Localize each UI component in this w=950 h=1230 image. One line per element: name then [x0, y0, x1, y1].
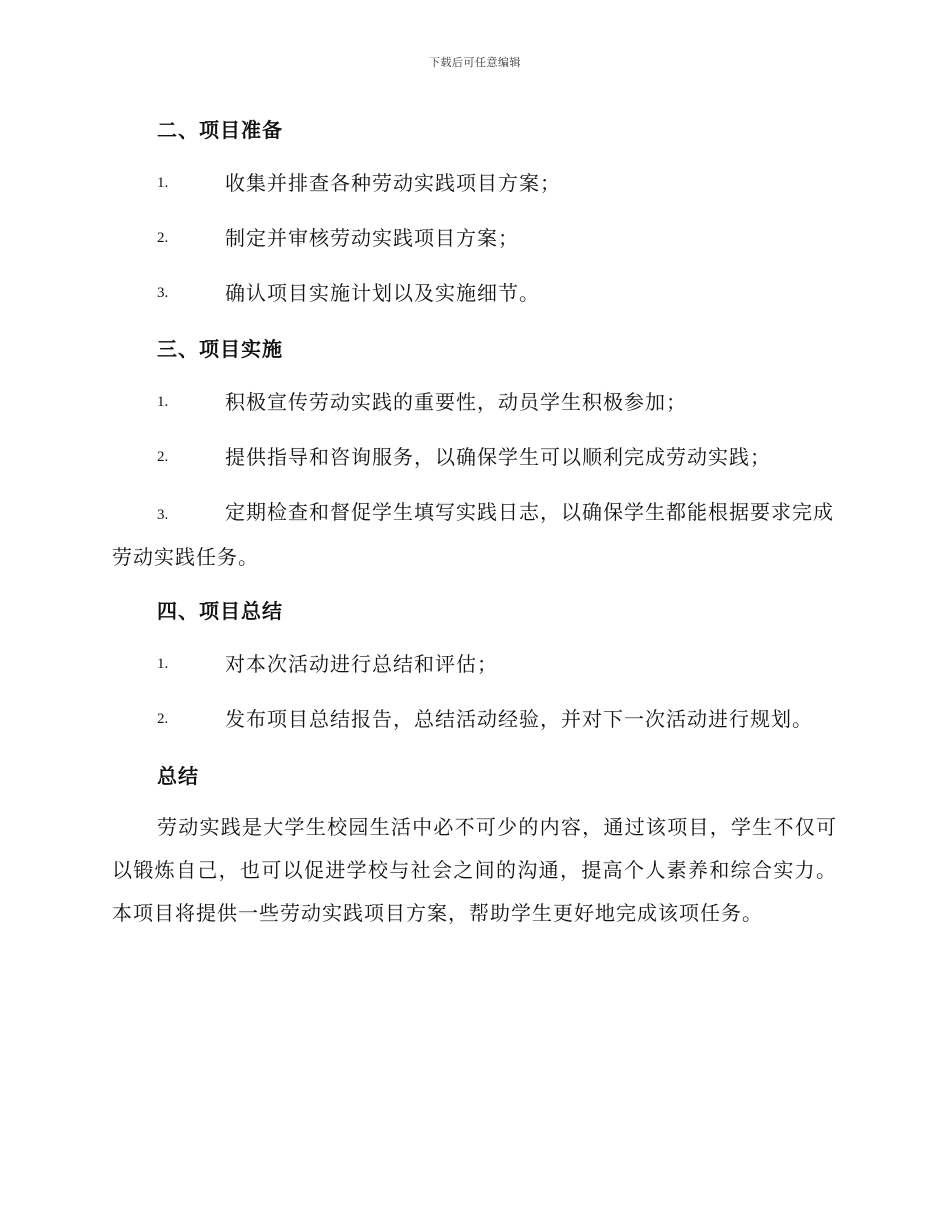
list-item-number: 2. — [157, 449, 169, 465]
list-item-text: 收集并排查各种劳动实践项目方案； — [225, 171, 561, 195]
list-item-text: 发布项目总结报告，总结活动经验，并对下一次活动进行规划。 — [225, 707, 813, 731]
section-heading-impl: 三、项目实施 — [157, 337, 283, 361]
list-item-number: 3. — [157, 285, 169, 301]
list-item-text: 积极宣传劳动实践的重要性，动员学生积极参加； — [225, 390, 687, 414]
header-note: 下载后可任意编辑 — [429, 56, 521, 69]
list-item-number: 1. — [157, 394, 169, 410]
section-heading-summary: 四、项目总结 — [157, 599, 283, 623]
list-item — [112, 491, 837, 578]
list-item-text: 制定并审核劳动实践项目方案； — [225, 226, 519, 250]
list-item-number: 3. — [157, 507, 169, 523]
list-item-number: 1. — [157, 656, 169, 672]
list-item-number: 2. — [157, 230, 169, 246]
conclusion-paragraph: 劳动实践是大学生校园生活中必不可少的内容，通过该项目，学生不仅可以锻炼自己，也可以促进学校与社会之间的沟通，提高个人素养和综合实力。本项目将提供一些劳动实践项目方案，帮助学生更好地完成该项任务。 — [112, 815, 837, 925]
list-item-number: 1. — [157, 175, 169, 191]
list-item-text: 提供指导和咨询服务，以确保学生可以顺利完成劳动实践； — [225, 445, 771, 469]
section-heading-conclusion: 总结 — [157, 764, 199, 788]
list-item-number: 2. — [157, 711, 169, 727]
list-item-text: 对本次活动进行总结和评估； — [225, 652, 498, 676]
list-item-text: 定期检查和督促学生填写实践日志，以确保学生都能根据要求完成劳动实践任务。 — [112, 500, 834, 569]
section-heading-prep: 二、项目准备 — [157, 118, 283, 142]
list-item-text: 确认项目实施计划以及实施细节。 — [225, 281, 540, 305]
